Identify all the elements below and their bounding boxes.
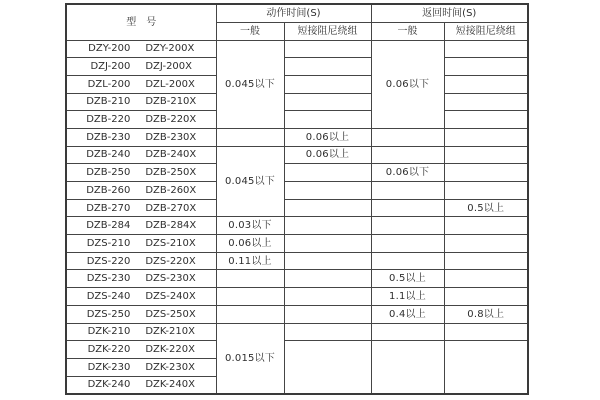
return-general-cell (371, 128, 444, 146)
action-damping-cell (284, 217, 371, 235)
model-name: DZS-220 (86, 255, 131, 267)
action-general-cell: 0.06以上 (216, 235, 284, 253)
model-name-x: DZK-230X (145, 361, 195, 373)
action-general-cell (216, 270, 284, 288)
model-name-x: DZS-210X (145, 237, 196, 249)
model-name: DZB-270 (86, 202, 131, 214)
table-row (66, 323, 528, 341)
return-general-cell: 0.5以上 (371, 270, 444, 288)
header-return-general: 一般 (371, 22, 444, 40)
return-general-cell (371, 235, 444, 253)
return-general-cell (371, 217, 444, 235)
model-name: DZY-200 (88, 43, 131, 55)
model-name-x: DZB-230X (145, 131, 197, 143)
action-damping-cell (284, 341, 371, 394)
header-action-damping: 短接阻尼绕组 (284, 22, 371, 40)
table-row (66, 199, 528, 217)
model-name: DZK-240 (87, 379, 131, 391)
table-row (66, 58, 528, 76)
model-name: DZS-250 (86, 308, 131, 320)
model-cell (66, 288, 216, 306)
table-row (66, 235, 528, 253)
return-damping-cell (444, 93, 528, 111)
return-damping-cell (444, 40, 528, 58)
model-name-x: DZY-200X (145, 43, 195, 55)
model-name: DZS-230 (86, 273, 131, 285)
return-damping-cell (444, 341, 528, 394)
table-row (66, 40, 528, 58)
model-name: DZJ-200 (90, 61, 131, 73)
model-name: DZL-200 (87, 78, 131, 90)
header-model: 型 号 (66, 4, 216, 40)
action-general-cell: 0.045以下 (216, 40, 284, 128)
action-damping-cell (284, 199, 371, 217)
model-cell (66, 341, 216, 359)
return-general-cell (371, 252, 444, 270)
model-name: DZK-210 (87, 326, 131, 338)
model-name-x: DZK-210X (145, 326, 195, 338)
return-general-cell (371, 182, 444, 200)
model-cell (66, 358, 216, 376)
model-cell (66, 270, 216, 288)
model-cell (66, 128, 216, 146)
model-name-x: DZS-220X (145, 255, 196, 267)
header-return-time: 返回时间(S) (371, 4, 528, 22)
action-damping-cell (284, 58, 371, 76)
action-damping-cell (284, 235, 371, 253)
action-damping-cell (284, 305, 371, 323)
table-row (66, 288, 528, 306)
model-name: DZB-284 (86, 220, 131, 232)
action-general-cell (216, 128, 284, 146)
action-damping-cell: 0.06以上 (284, 128, 371, 146)
table-row (66, 270, 528, 288)
model-cell (66, 376, 216, 394)
table-row (66, 75, 528, 93)
model-name: DZB-250 (86, 167, 131, 179)
table-header (66, 4, 528, 40)
action-damping-cell (284, 182, 371, 200)
return-damping-cell (444, 323, 528, 341)
return-damping-cell (444, 217, 528, 235)
model-name: DZS-240 (86, 290, 131, 302)
model-cell (66, 305, 216, 323)
action-damping-cell (284, 252, 371, 270)
model-name-x: DZB-220X (145, 114, 197, 126)
return-damping-cell (444, 111, 528, 129)
model-name-x: DZB-240X (145, 149, 197, 161)
table-row (66, 128, 528, 146)
return-damping-cell (444, 182, 528, 200)
return-damping-cell (444, 164, 528, 182)
model-name-x: DZB-250X (145, 167, 197, 179)
model-cell (66, 164, 216, 182)
return-damping-cell (444, 288, 528, 306)
header-return-damping: 短接阻尼绕组 (444, 22, 528, 40)
table-body (66, 40, 528, 394)
model-name: DZB-260 (86, 184, 131, 196)
table-row (66, 93, 528, 111)
table-row (66, 111, 528, 129)
model-cell (66, 40, 216, 58)
model-name: DZB-230 (86, 131, 131, 143)
model-cell (66, 58, 216, 76)
header-row-top (66, 4, 528, 22)
return-damping-cell (444, 270, 528, 288)
model-name-x: DZJ-200X (145, 61, 193, 73)
action-damping-cell (284, 93, 371, 111)
return-general-cell (371, 323, 444, 341)
action-general-cell (216, 288, 284, 306)
return-damping-cell (444, 58, 528, 76)
table-row (66, 164, 528, 182)
model-cell (66, 146, 216, 164)
model-name-x: DZB-210X (145, 96, 197, 108)
action-damping-cell: 0.06以上 (284, 146, 371, 164)
action-general-cell: 0.03以下 (216, 217, 284, 235)
model-cell (66, 252, 216, 270)
return-damping-cell (444, 146, 528, 164)
model-name: DZB-240 (86, 149, 131, 161)
return-damping-cell (444, 235, 528, 253)
spec-table (65, 3, 529, 395)
model-name-x: DZB-260X (145, 184, 197, 196)
table-row (66, 305, 528, 323)
action-damping-cell (284, 270, 371, 288)
action-general-cell: 0.045以下 (216, 146, 284, 217)
model-name-x: DZS-230X (145, 273, 196, 285)
model-name: DZB-210 (86, 96, 131, 108)
table-row (66, 252, 528, 270)
model-cell (66, 182, 216, 200)
model-cell (66, 217, 216, 235)
model-name: DZK-220 (87, 344, 131, 356)
model-cell (66, 93, 216, 111)
action-general-cell (216, 305, 284, 323)
return-general-cell: 0.4以上 (371, 305, 444, 323)
table-row (66, 146, 528, 164)
model-name-x: DZB-284X (145, 220, 197, 232)
return-damping-cell: 0.5以上 (444, 199, 528, 217)
return-general-cell (371, 146, 444, 164)
table-row (66, 341, 528, 359)
action-damping-cell (284, 40, 371, 58)
model-name: DZS-210 (86, 237, 131, 249)
table-row (66, 182, 528, 200)
return-damping-cell (444, 128, 528, 146)
header-action-general: 一般 (216, 22, 284, 40)
action-general-cell: 0.11以上 (216, 252, 284, 270)
return-general-cell: 0.06以下 (371, 164, 444, 182)
model-cell (66, 235, 216, 253)
header-action-time: 动作时间(S) (216, 4, 371, 22)
return-damping-cell (444, 252, 528, 270)
model-cell (66, 75, 216, 93)
return-general-cell: 1.1以上 (371, 288, 444, 306)
return-general-cell (371, 199, 444, 217)
action-general-cell: 0.015以下 (216, 323, 284, 394)
model-cell (66, 111, 216, 129)
model-name: DZB-220 (86, 114, 131, 126)
model-cell (66, 199, 216, 217)
model-name-x: DZK-240X (145, 379, 195, 391)
return-general-cell: 0.06以下 (371, 40, 444, 128)
return-damping-cell: 0.8以上 (444, 305, 528, 323)
model-name-x: DZL-200X (145, 78, 195, 90)
model-cell (66, 323, 216, 341)
return-damping-cell (444, 75, 528, 93)
model-name: DZK-230 (87, 361, 131, 373)
table-row (66, 217, 528, 235)
model-name-x: DZS-240X (145, 290, 196, 302)
action-damping-cell (284, 111, 371, 129)
model-name-x: DZK-220X (145, 344, 195, 356)
action-damping-cell (284, 323, 371, 341)
model-name-x: DZS-250X (145, 308, 196, 320)
model-name-x: DZB-270X (145, 202, 197, 214)
action-damping-cell (284, 288, 371, 306)
action-damping-cell (284, 164, 371, 182)
action-damping-cell (284, 75, 371, 93)
return-general-cell (371, 341, 444, 394)
